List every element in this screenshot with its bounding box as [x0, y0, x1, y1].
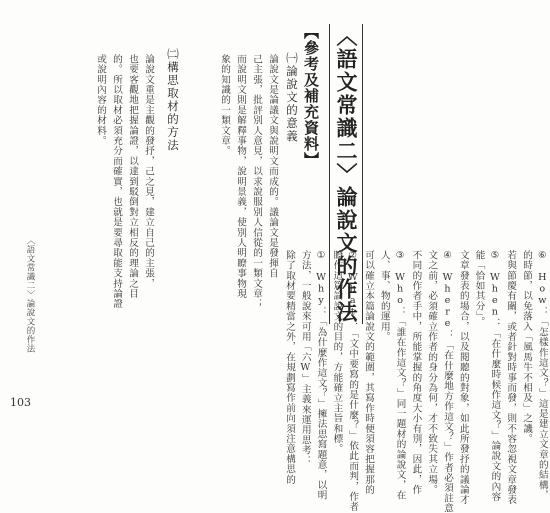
body-text-column: 的時節，以免落入「風馬牛不相及」之譏。 [521, 250, 532, 444]
running-head: 〈語文常識二〉論說文的作法 [25, 236, 35, 353]
section2-line: 或說明內容的材料。 [95, 54, 106, 146]
body-text-column: ⑤ When：「在什麼時候作這文？」論說文的內容 [489, 250, 501, 502]
body-text-column: ③ Who：「誰在作這文？」同一題材的論說文，在 [394, 250, 406, 501]
section2-line: 的。所以取材必須充分而確實，也就是要尋取能支持論證 [111, 54, 122, 309]
body-text-column: 方法，一般說來可用「六W」主義來運用思考： [299, 250, 311, 466]
chapter-title: 〈語文常識二〉論說文的作法 [334, 24, 359, 324]
section1-line: 己主張，批評別人意見，以求說服別人信從的一類文章； [251, 54, 262, 309]
body-text-column: 瞭作這篇論說文的目的，方能確立主旨和標。 [331, 250, 343, 454]
body-text-column: 除了取材要精當之外，在規劃寫作前向須注意構思的 [284, 250, 295, 485]
section1-line: 而說明文則是解釋事物，說明景義，使別人明瞭事物現 [235, 54, 246, 299]
section-header: 【參考及補充資料】 [302, 24, 320, 168]
section-heading-method: ㈡構思取材的方法 [166, 48, 180, 152]
section2-line: 也要客觀地把握論證，以達到駁倒對立相反的理論之目 [127, 54, 138, 299]
body-text-column: 文之前，必須確立作者的身分為何，才不致失其立場。 [426, 250, 438, 495]
body-text-column: 文章發表的場合，以及閱聽的對象，如此所發抒的議論才 [457, 250, 469, 505]
body-text-column: ④ Where：「在什麼地方作這文？」作者必須註意 [442, 250, 453, 513]
body-text-column: 若與節慶有關，或者針對時事而發，則不容忽視文章發表 [505, 250, 517, 505]
body-text-column: ① Why：「為什麼作這文？」擁法思寫題意，以明 [315, 250, 327, 501]
section2-line: 論說文重是主觀的發抒，己之見，建立自己的主張， [143, 54, 154, 289]
body-text-column: 能「恰如其分」。 [473, 250, 485, 327]
section-heading-meaning: ㈠論說文的意義 [285, 52, 299, 143]
body-text-column: ② What：「文中要寫的是什麼？」依此而判，作者 [347, 250, 359, 512]
body-text-column: ⑥ How：「怎樣作這文？」這是建立文章的結構， [536, 250, 548, 501]
body-text-column: 可以確立本篇論說文的範圍，其寫作時便須容把握那的 [363, 250, 374, 495]
section1-line: 論說文是論議文與說明文而成的。議論文是發揮自 [267, 54, 278, 279]
page-number: 103 [10, 396, 31, 409]
section1-line: 象的知識的一類文章。 [219, 54, 230, 156]
body-text-column: 不同的作者手中，所能掌握的角度大小有別，因此，作 [410, 250, 422, 495]
body-text-column: 人、事、物的運用。 [378, 250, 390, 342]
